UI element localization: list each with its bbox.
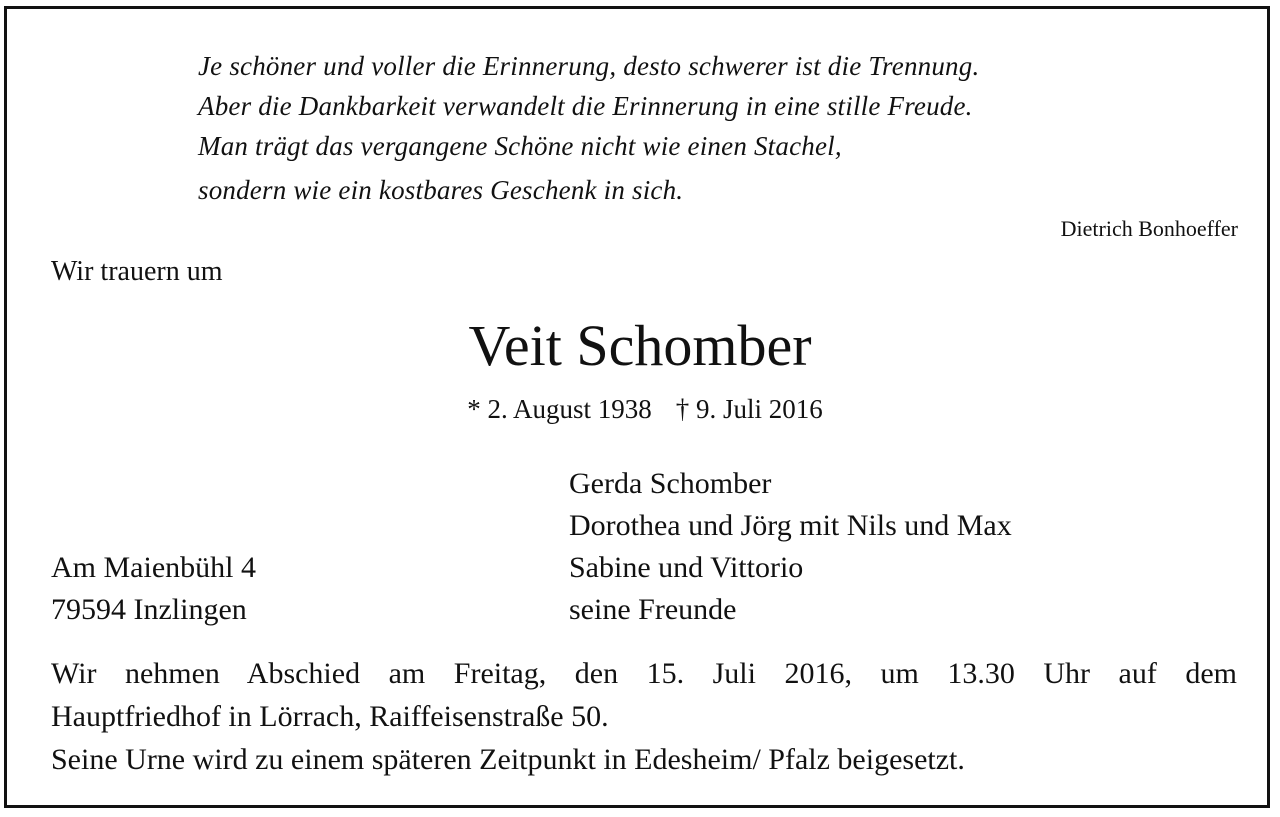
- bonhoeffer-quote: [198, 46, 979, 210]
- mourner-item: Dorothea und Jörg mit Nils und Max: [569, 509, 1012, 542]
- intro-text: Wir trauern um: [51, 256, 223, 287]
- quote-line: Je schöner und voller die Erinnerung, desto schwerer ist die Trennung.: [198, 51, 980, 81]
- quote-author: Dietrich Bonhoeffer: [1060, 216, 1238, 241]
- deceased-name: Veit Schomber: [468, 313, 812, 378]
- quote-line: Man trägt das vergangene Schöne nicht wie einen Stachel,: [198, 131, 842, 161]
- address-block: [51, 547, 256, 631]
- farewell-notice: [51, 652, 1237, 781]
- address-street: Am Maienbühl 4: [51, 551, 256, 584]
- farewell-line: Wir nehmen Abschied am Freitag, den 15. Juli 2016, um 13.30 Uhr auf dem: [51, 657, 1237, 690]
- mourner-item: seine Freunde: [569, 593, 737, 626]
- mourner-item: Gerda Schomber: [569, 467, 772, 500]
- farewell-line: Hauptfriedhof in Lörrach, Raiffeisenstraße 50.: [51, 700, 609, 733]
- mourner-item: Sabine und Vittorio: [569, 551, 804, 584]
- death-date: † 9. Juli 2016: [675, 394, 823, 424]
- address-city: 79594 Inzlingen: [51, 593, 247, 626]
- quote-line: Aber die Dankbarkeit verwandelt die Erinnerung in eine stille Freude.: [198, 91, 973, 121]
- mourners-list: [569, 463, 1012, 631]
- life-dates: [0, 392, 1280, 426]
- quote-line: sondern wie ein kostbares Geschenk in sich.: [198, 175, 684, 205]
- birth-date: * 2. August 1938: [467, 394, 652, 424]
- farewell-line: Seine Urne wird zu einem späteren Zeitpunkt in Edesheim/ Pfalz beigesetzt.: [51, 743, 965, 776]
